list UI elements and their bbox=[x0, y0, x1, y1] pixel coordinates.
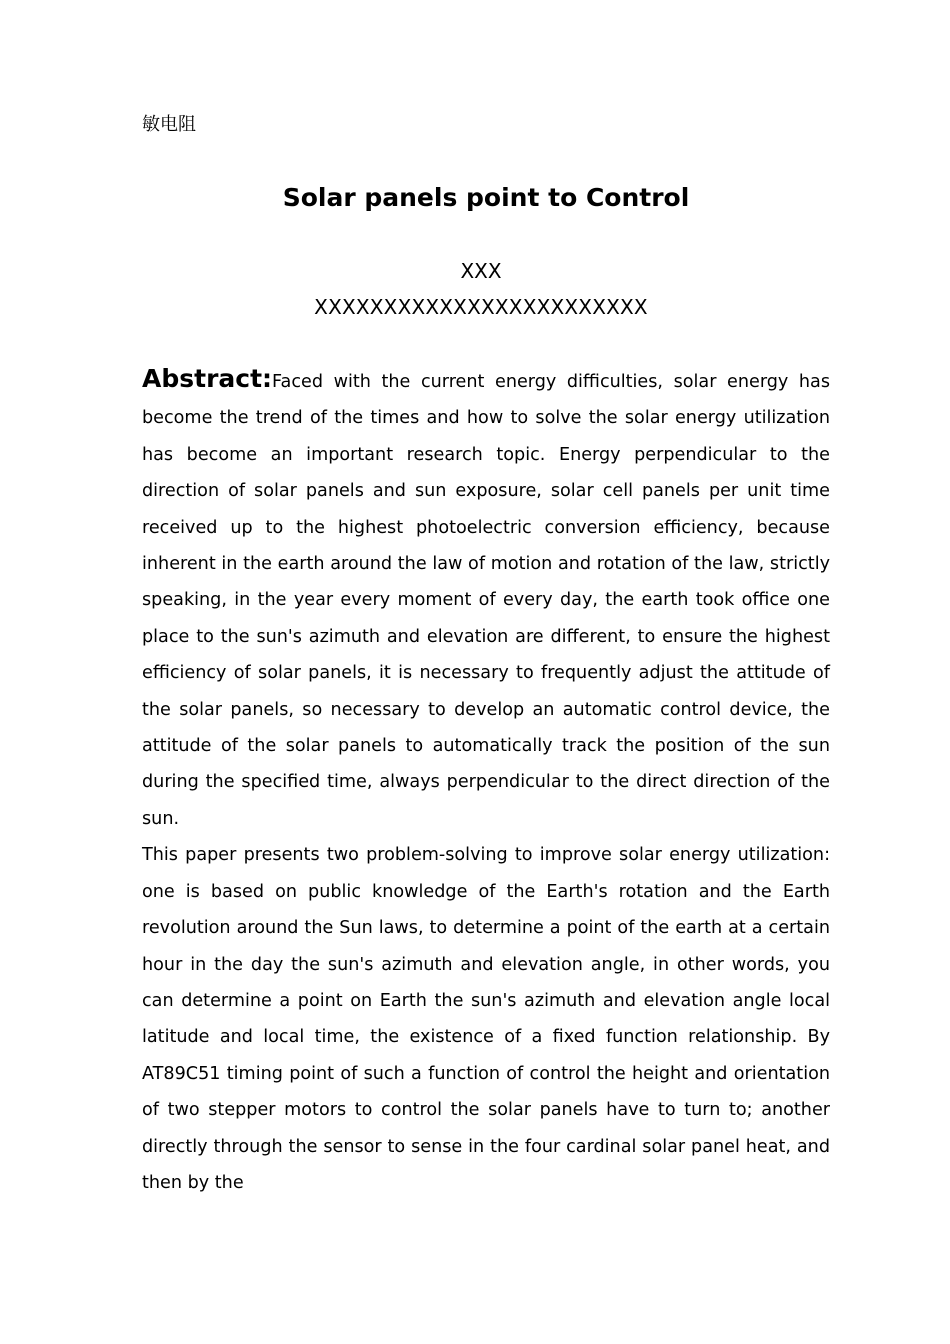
abstract-paragraph-2: This paper presents two problem-solving to improve solar energy utilization: one is based on public knowledge of the Earth's rotation and the Earth revolution around the Sun laws, to determine a point of the earth at a certain hour in the day the sun's azimuth and elevation angle, in other words, you can determine a point on Earth the sun's azimuth and elevation angle local latitude and local time, the existence of a fixed function relationship. By AT89C51 timing point of such a function of control the height and orientation of two stepper motors to control the solar panels have to turn to; another directly through the sensor to sense in the four cardinal solar panel heat, and then by the bbox=[142, 845, 830, 1193]
author-name: XXX bbox=[460, 259, 502, 283]
document-title: Solar panels point to Control bbox=[282, 183, 690, 212]
abstract-text-1: Faced with the current energy difficulties, solar energy has become the trend of the times and how to solve the solar energy utilization has become an important research topic. Energy perpendicular to the direction of solar panels and sun exposure, solar cell panels per unit time received up to the highest photoelectric conversion efficiency, because inherent in the earth around the law of motion and rotation of the law, strictly speaking, in the year every moment of every day, the earth took office one place to the sun's azimuth and elevation are different, to ensure the highest efficiency of solar panels, it is necessary to frequently adjust the attitude of the solar panels, so necessary to develop an automatic control device, the attitude of the solar panels to automatically track the position of the sun during the specified time, always perpendicular to the direct direction of the sun. bbox=[142, 372, 830, 829]
abstract-paragraph-1 bbox=[142, 364, 830, 837]
header-fragment: 敏电阻 bbox=[142, 114, 196, 135]
author-affiliation: XXXXXXXXXXXXXXXXXXXXXXXX bbox=[314, 295, 648, 319]
abstract-section bbox=[142, 364, 830, 1201]
abstract-label: Abstract: bbox=[142, 364, 273, 393]
